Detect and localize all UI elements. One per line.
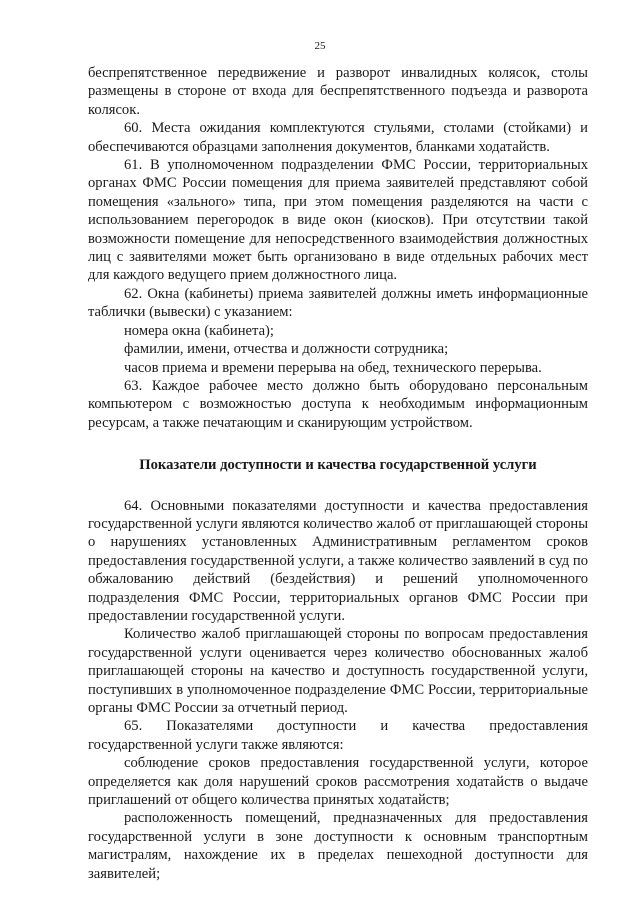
paragraph-continuation: беспрепятственное передвижение и разворот инвалидных колясок, столы размещены в стороне от входа для беспрепятственного подъезда и разворота колясок.	[88, 65, 588, 118]
section-heading: Показатели доступности и качества государственной услуги	[139, 457, 537, 474]
paragraph-63: 63. Каждое рабочее место должно быть оборудовано персональным компьютером с возможностью доступа к необходимым информационным ресурсам, а также печатающим и сканирующим устройством.	[88, 377, 588, 431]
paragraph-65: 65. Показателями доступности и качества предоставления государственной услуги также являются:	[88, 718, 588, 753]
paragraph-61: 61. В уполномоченном подразделении ФМС России, территориальных органах ФМС России помещения для приема заявителей представляют собой помещения «зального» типа, при этом помещения разделяются на части с использованием перегородок в виде окон (киосков). При отсутствии такой возможности помещение для непосредственного взаимодействия должностных лиц с заявителями может быть организовано в виде отдельных рабочих мест для каждого ведущего прием должностного лица.	[88, 157, 588, 284]
list-item: фамилии, имени, отчества и должности сотрудника;	[124, 341, 449, 358]
paragraph-deadlines: соблюдение сроков предоставления государственной услуги, которое определяется как доля нарушений сроков рассмотрения ходатайств о выдаче приглашений от общего количества принятых ходатайств;	[88, 755, 588, 809]
paragraph-62: 62. Окна (кабинеты) приема заявителей должны иметь информационные таблички (вывески) с указанием:	[88, 285, 588, 321]
page-number: 25	[314, 40, 326, 52]
document-body	[88, 64, 588, 883]
paragraph-60: 60. Места ожидания комплектуются стульями, столами (стойками) и обеспечиваются образцами заполнения документов, бланками ходатайств.	[88, 120, 588, 155]
list-item: часов приема и времени перерыва на обед, технического перерыва.	[124, 359, 542, 376]
paragraph-64: 64. Основными показателями доступности и качества предоставления государственной услуги являются количество жалоб от приглашающей стороны о нарушениях установленных Административным регламентом сроков предоставления государственной услуги, а также количество заявлений в суд по обжалованию действий (бездействия) и решений уполномоченного подразделения ФМС России, территориальных органов ФМС России при предоставлении государственной услуги.	[88, 497, 588, 624]
paragraph-location: расположенность помещений, предназначенных для предоставления государственной услуги в зоне доступности к основным транспортным магистралям, нахождение их в пределах пешеходной доступности для заявителей;	[88, 810, 588, 882]
paragraph-complaints: Количество жалоб приглашающей стороны по вопросам предоставления государственной услуги оценивается через количество обоснованных жалоб приглашающей стороны на качество и доступность государственной услуги, поступивших в уполномоченное подразделение ФМС России, территориальные органы ФМС России за отчетный период.	[88, 626, 588, 716]
list-item: номера окна (кабинета);	[124, 322, 274, 339]
